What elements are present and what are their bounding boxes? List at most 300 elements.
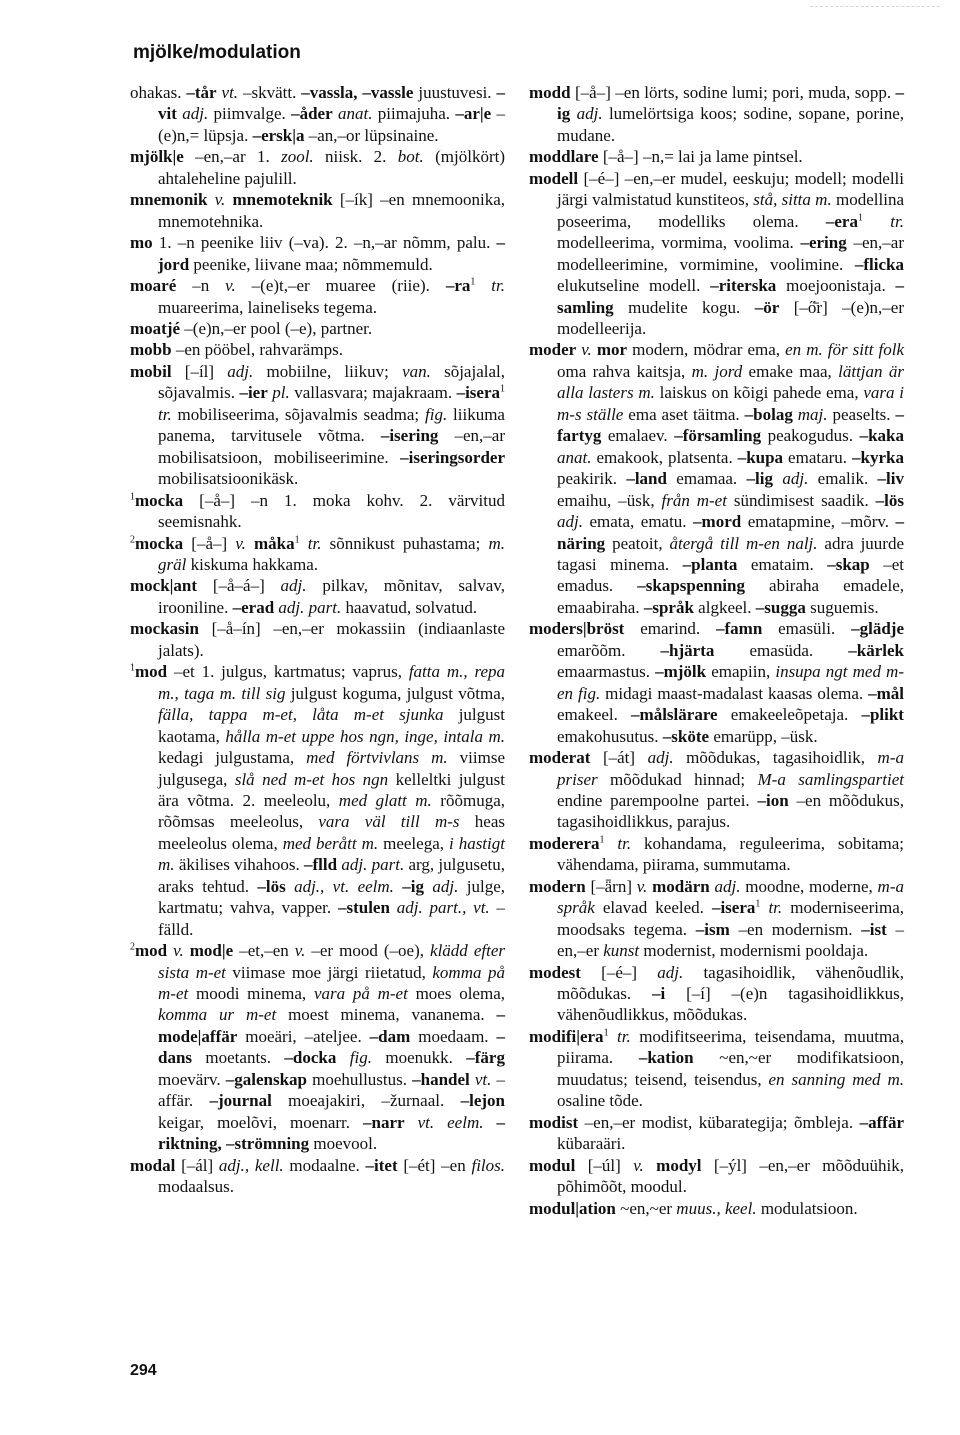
headword-text: –kupa (737, 447, 784, 467)
italic-text: adj., vt. eelm. (285, 876, 394, 896)
entry-text: endine parempoolne partei. (557, 790, 758, 810)
italic-text: adj. part. (337, 855, 405, 875)
dictionary-entry (130, 618, 505, 661)
entry-text: haavatud, solvatud. (341, 597, 478, 617)
headword-text: –galenskap (225, 1069, 307, 1089)
entry-text: moejoonistaja. (776, 276, 896, 296)
entry-text: emarind. (624, 619, 716, 639)
entry-text: suguemis. (805, 597, 879, 617)
headword-text: –ering (800, 233, 847, 253)
entry-text: ~en,~er (615, 1198, 677, 1218)
homograph-index: 1 (130, 662, 135, 674)
italic-text: adj. part. (274, 597, 342, 617)
entry-text: emakohusutus. (557, 726, 663, 746)
headword-text: –stulen (337, 898, 390, 918)
entry-text: viimase moe järgi riietatud, (225, 962, 433, 982)
italic-text: insupa ngt med m-en fig. (557, 662, 904, 703)
entry-text: moodi minema, (188, 984, 314, 1004)
headword-text: mnemoteknik (225, 190, 333, 210)
italic-text: tr. (604, 833, 632, 853)
dictionary-entry (529, 1112, 904, 1155)
entry-text: (mjölkört) ahtaleheline pajulill. (158, 147, 505, 188)
headword-text: modd (529, 83, 571, 102)
entry-text: [–å–á–] (197, 576, 281, 596)
headword-text: –hjärta (660, 640, 715, 660)
italic-text: tr. (608, 1026, 631, 1046)
headword-text: –famn (716, 619, 763, 639)
headword-text: modal (130, 1155, 176, 1175)
entry-text: lumelörtsiga koos; sodine, sopane, porine, mudane. (557, 104, 904, 145)
italic-text: m-a språk (557, 876, 904, 918)
homograph-index: 1 (500, 383, 505, 395)
headword-text: –ersk|a (252, 125, 305, 145)
entry-text: emarõõm. (557, 640, 661, 660)
headword-text: modell (529, 168, 579, 188)
entry-text: emakook, platsenta. (591, 447, 738, 467)
dictionary-entry (130, 275, 505, 318)
italic-text: van. (402, 361, 431, 381)
entry-text: viimse julgusega, (158, 748, 505, 789)
entry-text: [–ál] (175, 1155, 219, 1175)
entry-text: [–å–] (183, 533, 236, 553)
italic-text: adj. part., vt. (389, 898, 490, 918)
entry-text: [–å–ín] –en,–er mokassiin (indiaanlaste jalats). (158, 619, 505, 660)
italic-text: vt. eelm. (404, 1112, 484, 1132)
dictionary-entry (529, 876, 904, 962)
entry-text: adra juurde tagasi minema. (557, 533, 905, 574)
entry-text: moetants. (192, 1048, 285, 1068)
dictionary-entry (130, 490, 505, 533)
headword-text: –mål (868, 683, 904, 703)
headword-text: mor (591, 340, 628, 360)
dictionary-entry (529, 1026, 904, 1112)
headword-text: modul|ation (529, 1198, 616, 1218)
entry-text: modernist, modernismi pooldaja. (639, 941, 869, 961)
italic-text: adj. (657, 962, 684, 982)
italic-text: komma på m-et (158, 962, 505, 1004)
entry-text: moehullustus. (306, 1069, 413, 1089)
italic-text: zool. (281, 147, 314, 167)
entry-text: [–å–] –en lörts, sodine lumi; pori, muda, sopp. (570, 83, 896, 102)
italic-text: vara väl till m-s (318, 812, 460, 832)
headword-text: –ra (445, 276, 471, 296)
italic-text: komma ur m-et (158, 1005, 277, 1025)
dictionary-entry (130, 533, 505, 576)
entry-text: –er mood (–oe), (305, 941, 431, 961)
entry-text: emalaev. (601, 426, 675, 446)
entry-text: sõjajalal, sõjavalmis. (158, 361, 505, 403)
homograph-index: 1 (599, 834, 605, 846)
entry-text: –affär. (158, 1069, 505, 1111)
entry-text: mobiilne, liikuv; (253, 361, 403, 381)
italic-text: med glatt m. (338, 790, 432, 810)
headword-text: –isering (380, 426, 439, 446)
headword-text: –ism (695, 919, 730, 939)
entry-text: emaarmastus. (557, 662, 656, 682)
italic-text: bot. (397, 147, 424, 167)
italic-text: vt. (469, 1069, 492, 1089)
entry-text: –et 1. julgus, kartmatus; vaprus, (167, 662, 409, 682)
homograph-index: 1 (857, 212, 863, 224)
entry-text: ema aset täitma. (623, 404, 745, 424)
headword-text: –isera (711, 898, 756, 918)
italic-text: adj. (647, 748, 674, 768)
entry-text: –(e)n,= lüpsja. (158, 104, 506, 145)
dictionary-entry (529, 82, 904, 146)
headword-text: –bolag (744, 404, 793, 424)
dictionary-entry (130, 1155, 505, 1198)
headword-text: –sköte (662, 726, 710, 746)
entry-text: [–å–] –n 1. moka kohv. 2. värvitud seemisnahk. (158, 490, 505, 532)
entry-text: [–é–] (580, 962, 658, 982)
entry-text: niisk. 2. (313, 147, 398, 167)
italic-text: från m-et (661, 490, 727, 510)
headword-text: –riterska (710, 276, 777, 296)
entry-text: pilkav, mõnitav, salvav, irooniline. (158, 576, 505, 617)
italic-text: M-a samlingspartiet (757, 769, 904, 789)
italic-text: adj. (773, 469, 809, 489)
entry-text: osaline tõde. (557, 1091, 643, 1111)
entry-text: emasüli. (762, 619, 852, 639)
headword-text: moders|bröst (529, 619, 625, 639)
entry-text: abiraha emadele, emaabiraha. (557, 576, 904, 617)
headword-text: –skap (827, 554, 870, 574)
headword-text: modern (529, 876, 586, 896)
headword-text: modifi|era (529, 1026, 604, 1046)
entry-text: muareerima, laineliseks tegema. (158, 297, 378, 317)
headword-text: –docka (284, 1048, 337, 1068)
entry-text: 1. –n peenike liiv (–va). 2. –n,–ar nõmm, palu. (152, 233, 497, 253)
entry-text: [–ík] –en mnemoonika, mnemotehnika. (158, 190, 505, 231)
headword-text: –isera (456, 383, 500, 403)
dictionary-entry (529, 618, 904, 747)
headword-text: modul (529, 1155, 576, 1175)
entry-text: modifitseerima, teisendama, muutma, piirama. (557, 1026, 904, 1068)
italic-text: stå, sitta m. (753, 190, 832, 210)
headword-text: moddlare (529, 147, 599, 167)
headword-text: –land (626, 469, 667, 489)
headword-text: –ig (393, 876, 425, 896)
entry-text: kiskuma hakkama. (186, 554, 319, 574)
headword-text: –kärlek (848, 640, 905, 660)
italic-text: v. (636, 876, 648, 896)
headword-text: mod (135, 941, 168, 961)
entry-text: [–ǟrn] (585, 876, 637, 896)
italic-text: lättjan är alla lasters m. (557, 361, 904, 403)
entry-text: peakogudus. (761, 426, 860, 446)
entry-text: emakeeleõpetaja. (717, 705, 862, 725)
entry-text: kedagi julgustama, (158, 748, 307, 768)
entry-text: peatoit, (605, 533, 670, 553)
homograph-index: 1 (294, 533, 300, 545)
italic-text: fig. (336, 1048, 372, 1068)
headword-text: –ör (754, 297, 780, 317)
homograph-index: 1 (470, 276, 476, 288)
italic-text: fälla, tappa m-et, låta m-et sjunka (158, 705, 444, 725)
headword-text: –lejon (460, 1091, 505, 1111)
headword-text: – mode|affär (158, 1005, 505, 1046)
entry-text: moeäri, –ateljee. (237, 1026, 370, 1046)
entry-text: –en,–er modist, kübarategija; õmbleja. (578, 1112, 860, 1132)
italic-text: slå ned m-et hos ngn (234, 769, 389, 789)
entry-text: peenike, liivane maa; nõmmemuld. (189, 254, 433, 274)
headword-text: –tår (186, 83, 217, 102)
entry-text: moes olema, (407, 984, 505, 1004)
headword-text: moatjé (130, 318, 181, 338)
italic-text: m. gräl (158, 533, 505, 574)
entry-text: mudelite kogu. (613, 297, 755, 317)
entry-text: modellina poseerima, modelliks olema. (557, 190, 904, 231)
entry-text: emaihu, –üsk, (557, 490, 662, 510)
headword-text: –samling (557, 276, 905, 317)
entry-text: –an,–or lüpsinaine. (304, 125, 439, 145)
italic-text: maj. (792, 404, 828, 424)
italic-text: v. (576, 340, 592, 360)
entry-text: emalik. (808, 469, 878, 489)
left-column (130, 82, 505, 1198)
headword-text: –lös (875, 490, 905, 510)
entry-text: modaalne. (283, 1155, 366, 1175)
entry-text: –n (176, 276, 226, 296)
headword-text: –ist (861, 919, 887, 939)
italic-text: vt. (216, 83, 239, 102)
entry-text: arg, julgusetu, araks tehtud. (158, 855, 505, 896)
entry-text: emakeel. (557, 705, 632, 725)
entry-text: moedaam. (410, 1026, 497, 1046)
entry-text: emataim. (737, 554, 828, 574)
headword-text: moaré (130, 276, 177, 296)
headword-text: –handel (412, 1069, 470, 1089)
italic-text: adj. (557, 512, 583, 532)
entry-text: kohandama, reguleerima, sobitama; vähendama, piirama, summutama. (557, 833, 904, 875)
homograph-index: 2 (130, 941, 135, 953)
headword-text: mockasin (130, 619, 199, 639)
entry-text: modulatsioon. (756, 1198, 858, 1218)
dictionary-entry (130, 82, 505, 146)
headword-text: måka (245, 533, 295, 553)
homograph-index: 1 (130, 490, 135, 502)
entry-text: [–í] –(e)n tagasihoidlikkus, vähenõudlikkus, mõõdukas. (557, 984, 904, 1025)
headword-text: –erad (232, 597, 275, 617)
entry-text: moeajakiri, –žurnaal. (271, 1091, 461, 1111)
italic-text: anat. (332, 104, 373, 124)
dictionary-entry (529, 339, 904, 618)
italic-text: i hastigt m. (158, 833, 505, 875)
entry-text: vallasvara; majakraam. (289, 383, 457, 403)
entry-text: julgust kaotama, (158, 705, 505, 746)
entry-text: [–é–] –en,–er mudel, eeskuju; modell; modelli järgi valmistatud kunstiteos, (557, 168, 904, 210)
entry-text: julge, kartmatu; vahva, vapper. (158, 876, 505, 918)
entry-text: moderniseerima, moodsaks tegema. (557, 898, 904, 939)
headword-text: –flld (304, 855, 338, 875)
entry-text: –fälld. (158, 898, 505, 939)
entry-text: ohakas. (130, 83, 187, 102)
homograph-index: 1 (755, 898, 761, 910)
headword-text: mocka (135, 533, 184, 553)
entry-text: oma rahva kaitsja, (557, 361, 692, 381)
headword-text: –färg (466, 1048, 505, 1068)
headword-text: mo (130, 233, 153, 253)
running-head: mjölke/modulation (133, 42, 301, 63)
entry-text: julgust koguma, julgust võtma, (285, 683, 505, 703)
entry-text: [–úl] (575, 1155, 634, 1175)
entry-text: [–íl] (171, 361, 228, 381)
headword-text: –ig (557, 83, 904, 124)
entry-text: elukutseline modell. (557, 276, 711, 296)
entry-text: moodne, moderne, (740, 876, 878, 896)
entry-text: piimvalge. (208, 104, 292, 124)
headword-text: mobb (130, 340, 172, 360)
headword-text: –mjölk (655, 662, 707, 682)
scan-edge-mark (810, 6, 940, 7)
headword-text: –vassla, –vassle (301, 83, 414, 102)
page-number: 294 (130, 1362, 157, 1379)
entry-text: juustuvesi. (413, 83, 497, 102)
headword-text: modist (529, 1112, 579, 1132)
italic-text: vara på m-et (313, 984, 408, 1004)
headword-text: –era (825, 211, 858, 231)
italic-text: adj. (176, 104, 209, 124)
italic-text: v. (633, 1155, 644, 1175)
italic-text: muus., keel. (676, 1198, 757, 1218)
entry-text: liikuma panema, tarvitusele võtma. (158, 404, 505, 446)
headword-text: –itet (365, 1155, 398, 1175)
entry-text: peaselts. (827, 404, 896, 424)
entry-text: –en,–ar 1. (183, 147, 282, 167)
italic-text: fatta m., repa m., taga m. till sig (158, 662, 505, 703)
entry-text: emake maa, (742, 361, 839, 381)
entry-text: moevärv. (158, 1069, 226, 1089)
entry-text: kelleltki julgust ära võtma. 2. meeleolu, (158, 769, 506, 810)
headword-text: –målslärare (631, 705, 718, 725)
italic-text: v. (207, 190, 226, 210)
headword-text: –församling (674, 426, 762, 446)
headword-text: –liv (877, 469, 904, 489)
headword-text: modyl (643, 1155, 702, 1175)
headword-text: mod|e (183, 941, 234, 961)
entry-text: [–át] (590, 748, 648, 768)
homograph-index: 1 (603, 1027, 609, 1039)
dictionary-entry (130, 361, 505, 490)
entry-text: meelega, (378, 833, 449, 853)
headword-text: –journal (209, 1091, 272, 1111)
dictionary-entry (130, 339, 505, 360)
headword-text: –skapspenning (637, 576, 745, 596)
entry-text: emarüpp, –üsk. (709, 726, 818, 746)
italic-text: adj. (570, 104, 603, 124)
italic-text: kunst (603, 941, 640, 961)
dictionary-entry (529, 833, 904, 876)
italic-text: klädd efter sista m-et (158, 941, 505, 982)
entry-text: tagasihoidlik, vähenõudlik, mõõdukas. (557, 962, 905, 1004)
entry-text: moevool. (309, 1134, 378, 1154)
italic-text: v. (235, 533, 246, 553)
headword-text: –vit (158, 83, 505, 124)
italic-text: tr. (475, 276, 506, 296)
headword-text: mock|ant (130, 576, 198, 596)
homograph-index: 2 (130, 533, 135, 545)
italic-text: m-a priser (557, 748, 904, 789)
italic-text: med berått m. (282, 833, 379, 853)
headword-text: moder (529, 340, 577, 360)
headword-text: –riktning, –strömning (158, 1112, 506, 1154)
entry-text: –en,–ar modelleerimine, vormimine, voolimine. (557, 233, 904, 274)
entry-text: –skvätt. (238, 83, 302, 102)
headword-text: –ion (757, 790, 789, 810)
entry-text: algkeel. (693, 597, 756, 617)
headword-text: –ar|e (455, 104, 492, 124)
headword-text: mocka (135, 490, 184, 510)
headword-text: mobil (130, 361, 172, 381)
entry-text: elavad keeled. (594, 898, 712, 918)
headword-text: –kyrka (852, 447, 904, 467)
headword-text: –glädje (851, 619, 904, 639)
headword-text: –sugga (755, 597, 806, 617)
entry-text: –et,–en (233, 941, 295, 961)
entry-text: moest minema, vananema. (276, 1005, 497, 1025)
italic-text: adj. (227, 361, 254, 381)
italic-text: vara i m-s ställe (557, 383, 904, 424)
entry-text: peakirik. (557, 469, 627, 489)
entry-text: sõnnikust puhastama; (321, 533, 489, 553)
italic-text: adj., kell. (218, 1155, 284, 1175)
entry-text: äkilises vihahoos. (174, 855, 305, 875)
italic-text: m. jord (691, 361, 743, 381)
entry-text: moenukk. (371, 1048, 467, 1068)
italic-text: tr. (158, 404, 172, 424)
headword-text: moderera (529, 833, 600, 853)
dictionary-entry (130, 189, 505, 232)
entry-text: rõõmuga, rõõmsas meeleolus, (158, 790, 505, 832)
headword-text: –affär (859, 1112, 904, 1132)
entry-text: ematapmine, –mõrv. (741, 512, 896, 532)
entry-text: piimajuha. (372, 104, 456, 124)
headword-text: –narr (363, 1112, 405, 1132)
entry-text: mobilisatsioonikäsk. (158, 469, 299, 489)
headword-text: –jord (158, 233, 505, 274)
entry-text: emapiin, (706, 662, 776, 682)
headword-text: modest (529, 962, 581, 982)
entry-text: kübaraäri. (557, 1134, 626, 1154)
entry-text: modaalsus. (158, 1177, 235, 1197)
italic-text: en m. för sitt folk (785, 340, 904, 360)
headword-text: –planta (682, 554, 738, 574)
entry-text: –en,–er (557, 919, 904, 961)
headword-text: –fartyg (557, 404, 904, 446)
dictionary-entry (130, 940, 505, 1155)
dictionary-entry (529, 146, 904, 167)
right-column (529, 82, 904, 1219)
headword-text: –näring (557, 512, 905, 553)
headword-text: –lig (746, 469, 773, 489)
italic-text: tr. (862, 211, 904, 231)
headword-text: modärn (647, 876, 710, 896)
entry-text: [–ét] –en (397, 1155, 472, 1175)
headword-text: mnemonik (130, 190, 208, 210)
italic-text: v. (294, 941, 306, 961)
entry-text: –en modernism. (729, 919, 862, 939)
headword-text: mjölk|e (130, 147, 184, 167)
entry-text: –(e)n,–er pool (–e), partner. (180, 318, 373, 338)
dictionary-entry (529, 168, 904, 340)
italic-text: en sanning med m. (768, 1069, 904, 1089)
italic-text: adj. (424, 876, 459, 896)
italic-text: återgå till m-en nalj. (669, 533, 818, 553)
italic-text: pl. (267, 383, 290, 403)
italic-text: med förtvivlans m. (306, 748, 448, 768)
headword-text: –iseringsorder (400, 447, 505, 467)
headword-text: –i (652, 984, 666, 1004)
